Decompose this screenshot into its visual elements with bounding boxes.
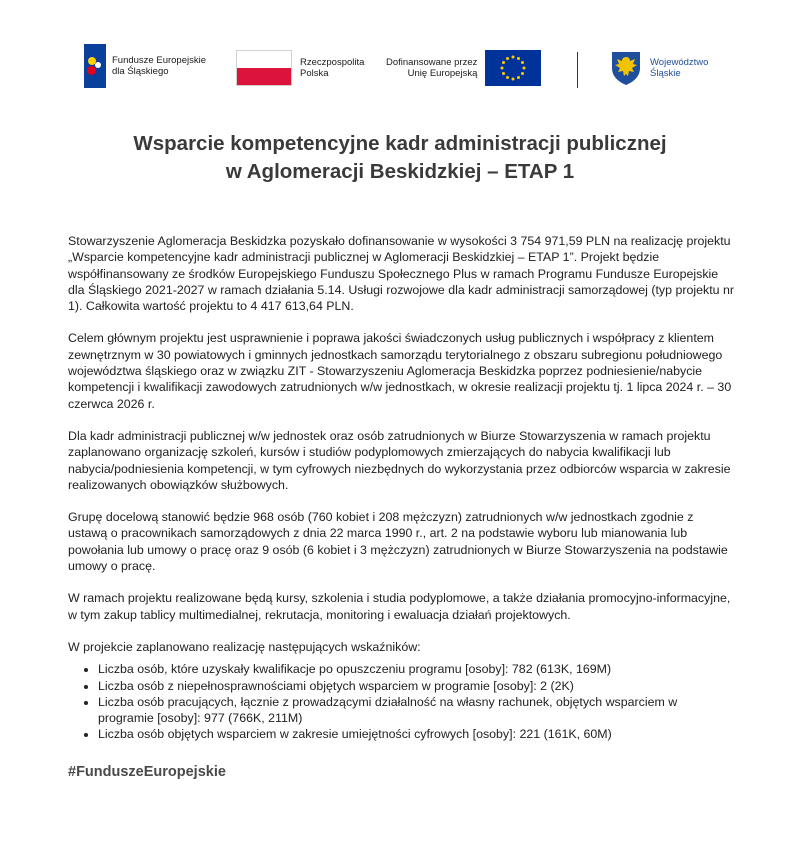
page-title: [0, 130, 800, 186]
document-body: [68, 233, 736, 743]
logo-divider: [577, 52, 578, 88]
wojewodztwo-slaskie-logo: [610, 50, 708, 86]
list-item: • Liczba osób, które uzyskały kwalifikacje po opuszczeniu programu [osoby]: 782 (613K, 169M): [98, 661, 736, 677]
paragraph-activities: W ramach projektu realizowane będą kursy, szkolenia i studia podyplomowe, a także działania promocyjno-informacyjne, w tym zakup tablicy multimedialnej, rekrutacja, monitoring i ewaluacja działań projektowych.: [68, 591, 731, 622]
logo-bar: [84, 44, 724, 90]
eu-funding-logo: [386, 50, 541, 86]
sl-logo-line2: Śląskie: [650, 68, 681, 79]
fundusze-europejskie-logo: [84, 44, 206, 88]
paragraph-goal: Celem głównym projektu jest usprawnienie i poprawa jakości świadczonych usług publicznych i współpracy z klientem zewnętrznym w 30 powiatowych i gminnych jednostkach samorządu terytorialnego z obszaru subregionu południowego województwa śląskiego oraz w związku ZIT - Stowarzyszeniu Aglomeracja Beskidzka poprzez podniesienie/nabycie kompetencji i kwalifikacji zawodowych zatrudnionych w/w jednostkach, w okresie realizacji projektu tj. 1 lipca 2024 r. – 30 czerwca 2026 r.: [68, 331, 732, 411]
fe-logo-line2: dla Śląskiego: [112, 66, 169, 77]
fundusze-europejskie-icon: [84, 44, 106, 88]
title-line1: Wsparcie kompetencyjne kadr administracji publicznej: [133, 132, 667, 155]
paragraph-target-group: Grupę docelową stanowić będzie 968 osób (760 kobiet i 208 mężczyzn) zatrudnionych w/w jednostkach zgodnie z ustawą o pracownikach samorządowych z dnia 22 marca 1990 r., art. 2 na podstawie wyboru lub mianowania lub powołania lub umowy o pracę oraz 9 osób (6 kobiet i 3 mężczyzn) zatrudnionych w Biurze Stowarzyszenia na podstawie umowy o pracę.: [68, 510, 728, 574]
eu-logo-line1: Dofinansowane przez: [386, 57, 478, 68]
sl-logo-line1: Województwo: [650, 57, 709, 68]
paragraph-indicators-intro: W projekcie zaplanowano realizację następujących wskaźników:: [68, 639, 421, 654]
list-item: • Liczba osób z niepełnosprawnościami objętych wsparciem w programie [osoby]: 2 (2K): [98, 678, 736, 694]
polish-flag-icon: [236, 50, 292, 86]
eu-logo-line2: Unię Europejską: [407, 68, 478, 79]
indicator-list: [68, 661, 736, 742]
fe-logo-line1: Fundusze Europejskie: [112, 55, 206, 66]
pl-logo-line2: Polska: [300, 68, 329, 79]
eu-flag-icon: [485, 50, 541, 86]
slask-eagle-crest-icon: [610, 50, 642, 86]
paragraph-training: Dla kadr administracji publicznej w/w jednostek oraz osób zatrudnionych w Biurze Stowarzyszenia w ramach projektu zaplanowano organizację szkoleń, kursów i studiów podyplomowych zmierzających do nabycia kwalifikacji lub nabycia/podniesienia kompetencji, w tym cyfrowych niezbędnych do wykorzystania przez odbiorców wsparcia w zakresie realizowanych obowiązków służbowych.: [68, 428, 731, 492]
rzeczpospolita-polska-logo: [236, 50, 364, 86]
hashtag: #FunduszeEuropejskie: [68, 764, 226, 780]
list-item: • Liczba osób pracujących, łącznie z prowadzącymi działalność na własny rachunek, objętych wsparciem w programie [osoby]: 977 (766K, 211M): [98, 694, 736, 727]
list-item: • Liczba osób objętych wsparciem w zakresie umiejętności cyfrowych [osoby]: 221 (161K, 60M): [98, 726, 736, 742]
title-line2: w Aglomeracji Beskidzkiej – ETAP 1: [225, 160, 575, 183]
pl-logo-line1: Rzeczpospolita: [300, 57, 365, 68]
paragraph-funding: Stowarzyszenie Aglomeracja Beskidzka pozyskało dofinansowanie w wysokości 3 754 971,59 PLN na realizację projektu „Wsparcie kompetencyjne kadr administracji publicznej w Aglomeracji Beskidzkiej – ETAP 1”. Projekt będzie współfinansowany ze środków Europejskiego Funduszu Społecznego Plus w ramach Programu Fundusze Europejskie dla Śląskiego 2021-2027 w ramach działania 5.14. Usługi rozwojowe dla kadr administracji samorządowej (typ projektu nr 1). Całkowita wartość projektu to 4 417 613,64 PLN.: [68, 234, 734, 314]
